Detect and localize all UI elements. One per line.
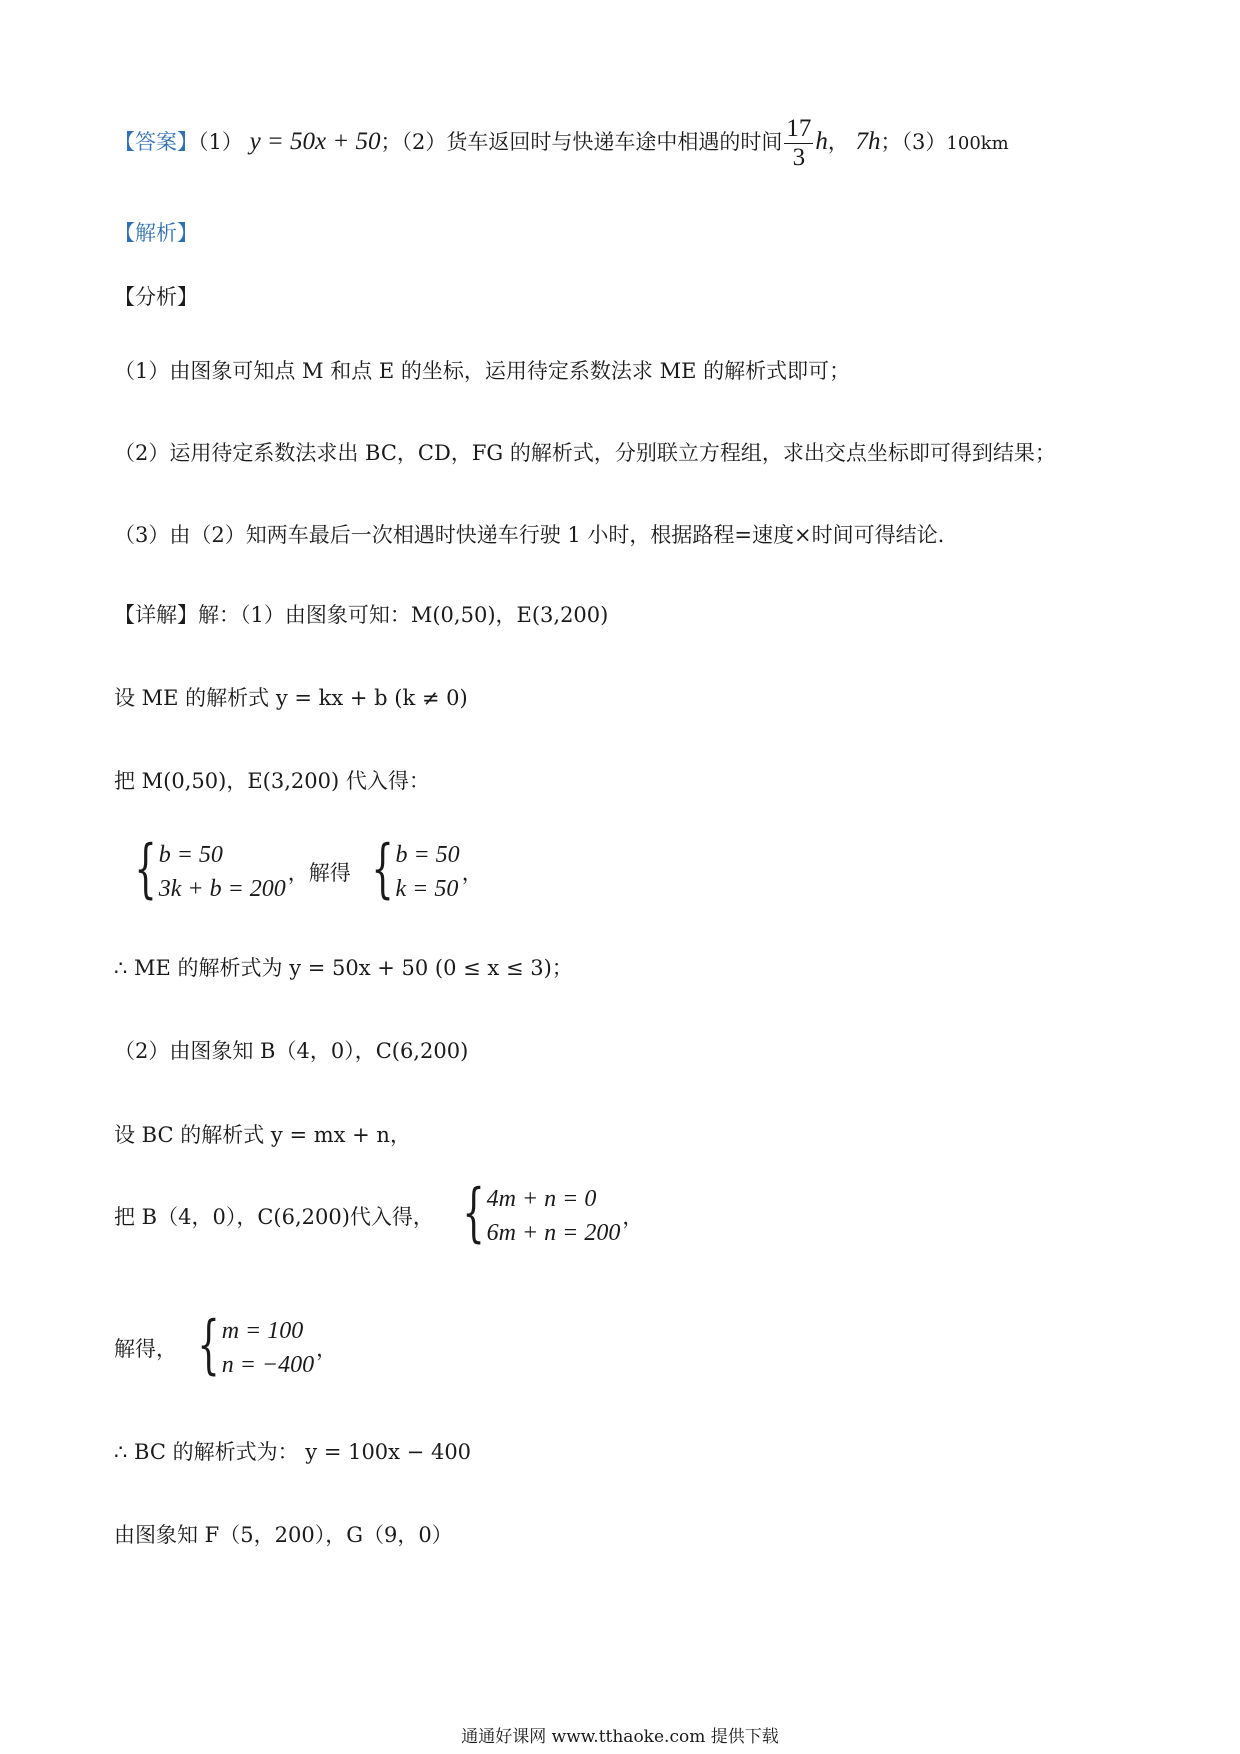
equation-system-line-1 xyxy=(114,832,483,906)
left-brace: { xyxy=(462,1176,485,1250)
equation-system-1 xyxy=(116,832,286,906)
system-row: 6m + n = 200 xyxy=(486,1220,621,1246)
part2-intro: （2）由图象知 B（4，0），C(6,200) xyxy=(114,1039,469,1063)
system-row: b = 50 xyxy=(395,842,460,868)
equation-system-2 xyxy=(353,832,460,906)
bc-result: ∴ BC 的解析式为： y = 100x − 400 xyxy=(114,1440,472,1464)
answer-fraction xyxy=(784,115,813,172)
equation-system-line-4 xyxy=(114,1308,338,1382)
footer-watermark: 通通好课网 www.tthaoke.com 提供下载 xyxy=(461,1727,779,1747)
section-fenxi: 【分析】 xyxy=(114,285,198,309)
system-row: b = 50 xyxy=(158,842,223,868)
system-row: n = −400 xyxy=(221,1352,315,1378)
system-row: 4m + n = 0 xyxy=(486,1186,597,1212)
equation-system-line-3 xyxy=(114,1176,644,1250)
left-brace: { xyxy=(371,832,394,906)
fg-intro: 由图象知 F（5，200），G（9，0） xyxy=(114,1523,453,1547)
detail-substitute-me: 把 M(0,50)，E(3,200) 代入得： xyxy=(114,769,430,793)
analysis-item-2: （2）运用待定系数法求出 BC，CD，FG 的解析式，分别联立方程组，求出交点坐标即可得到结果； xyxy=(114,441,1056,465)
detail-set-me: 设 ME 的解析式 y = kx + b (k ≠ 0) xyxy=(114,686,468,710)
analysis-item-3: （3）由（2）知两车最后一次相遇时快递车行驶 1 小时，根据路程=速度×时间可得结论. xyxy=(114,523,945,547)
set-bc: 设 BC 的解析式 y = mx + n， xyxy=(114,1123,411,1147)
answer-part3-value: 100km xyxy=(946,133,1009,154)
solve-connector: ，解得 xyxy=(287,861,351,885)
punctuation: ， xyxy=(316,1337,338,1361)
answer-tag: 【答案】 xyxy=(114,130,198,154)
punctuation: ， xyxy=(622,1205,644,1229)
equation-system-4 xyxy=(179,1308,315,1382)
answer-part1-equation: y = 50x + 50 xyxy=(249,128,381,155)
punctuation: ， xyxy=(461,861,483,885)
answer-separator: ， xyxy=(827,130,849,154)
left-brace: { xyxy=(134,832,157,906)
fraction-denominator: 3 xyxy=(792,144,806,171)
left-brace: { xyxy=(197,1308,220,1382)
section-jiexi: 【解析】 xyxy=(114,221,198,245)
me-result: ∴ ME 的解析式为 y = 50x + 50 (0 ≤ x ≤ 3)； xyxy=(114,956,573,980)
system-row: k = 50 xyxy=(395,876,459,902)
answer-second-time: 7h xyxy=(855,128,881,155)
answer-part2-label: ；（2）货车返回时与快递车途中相遇的时间 xyxy=(380,130,783,154)
answer-part3-label: ；（3） xyxy=(880,130,947,154)
answer-part1-label: （1） xyxy=(198,130,243,154)
equation-system-3 xyxy=(444,1176,621,1250)
detail-heading: 【详解】解：（1）由图象可知：M(0,50)，E(3,200) xyxy=(114,603,609,627)
answer-line xyxy=(114,112,1009,174)
analysis-item-1: （1）由图象可知点 M 和点 E 的坐标，运用待定系数法求 ME 的解析式即可； xyxy=(114,359,851,383)
system-row: 3k + b = 200 xyxy=(158,876,286,902)
substitute-bc: 把 B（4，0），C(6,200)代入得， xyxy=(114,1205,434,1229)
fraction-numerator: 17 xyxy=(786,115,812,142)
solve-label: 解得， xyxy=(114,1337,177,1361)
system-row: m = 100 xyxy=(221,1318,304,1344)
answer-unit-h: h xyxy=(815,128,828,155)
